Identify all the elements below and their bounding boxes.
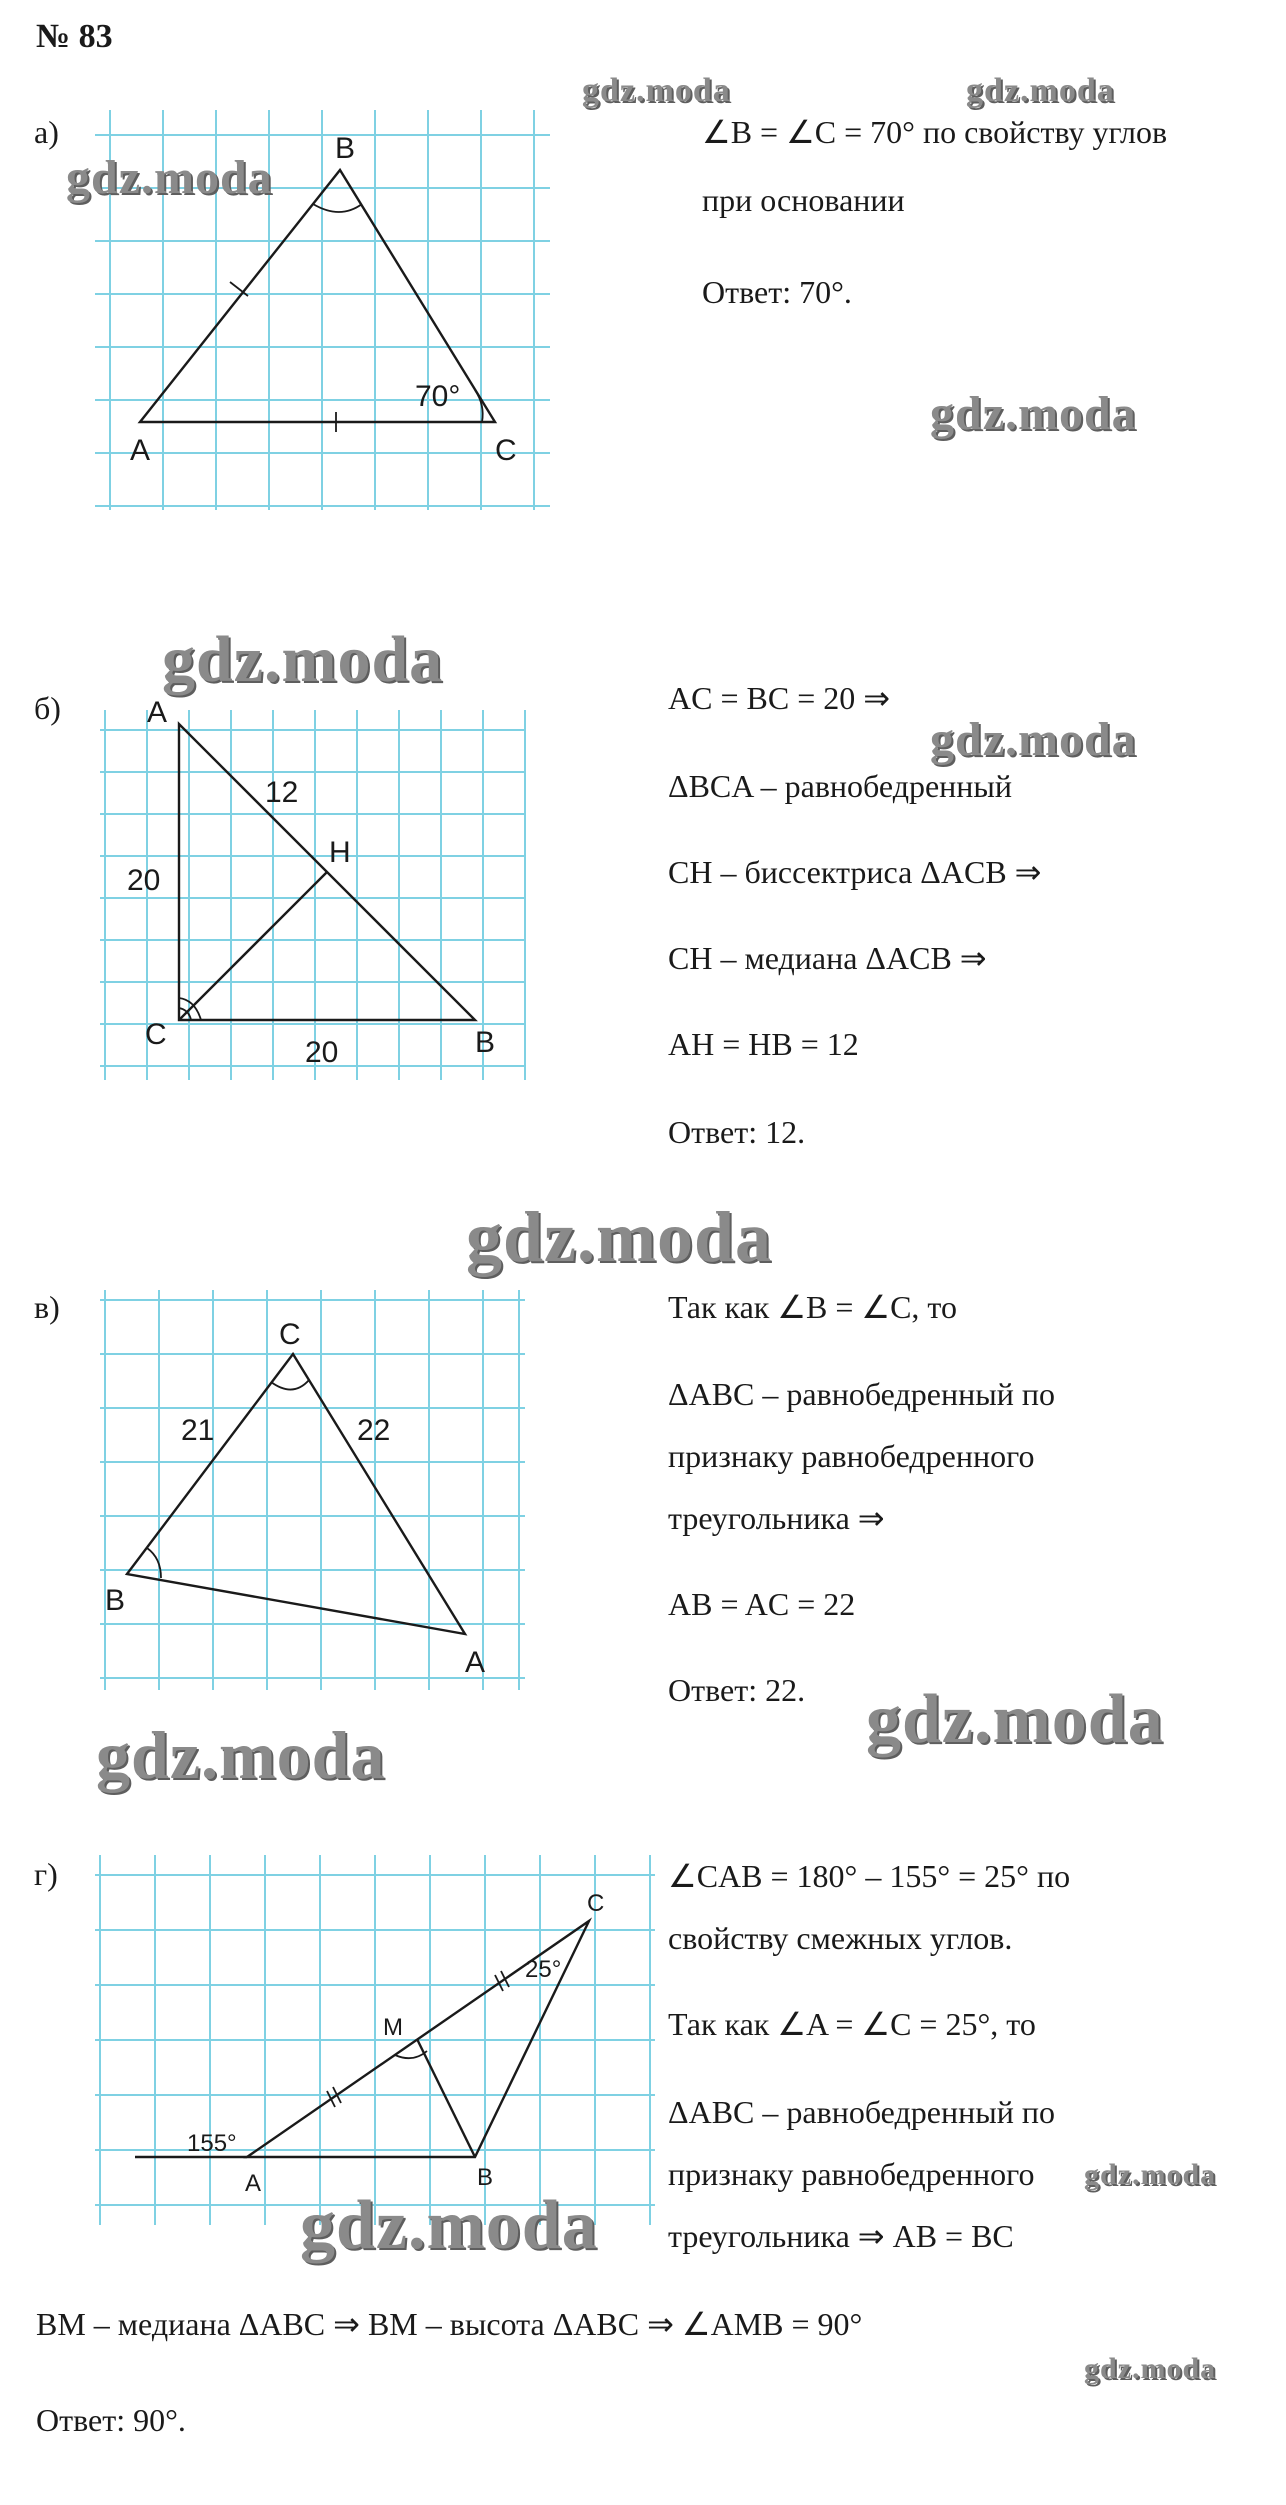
label-c: C bbox=[279, 1318, 301, 1351]
part-b-figure bbox=[95, 690, 535, 1090]
tick-mc-1 bbox=[495, 1975, 503, 1991]
median-bm bbox=[417, 2039, 475, 2157]
watermark: gdz.moda bbox=[582, 72, 731, 109]
part-v-answer: Ответ: 22. bbox=[668, 1672, 806, 1708]
label-b: B bbox=[477, 2164, 494, 2191]
label-a: A bbox=[465, 1646, 486, 1679]
segment-ca-value: 22 bbox=[357, 1414, 391, 1447]
angle-c-value: 25° bbox=[525, 1956, 562, 1983]
part-g-figure bbox=[95, 1845, 655, 2235]
part-v-line-3: признаку равнобедренного bbox=[668, 1438, 1035, 1474]
part-v-label: в) bbox=[34, 1289, 60, 1325]
part-a-line-1: ∠B = ∠C = 70° по свойству углов bbox=[702, 114, 1168, 150]
label-m: M bbox=[383, 2014, 403, 2041]
watermark: gdz.moda bbox=[66, 151, 273, 204]
watermark: gdz.moda bbox=[466, 1197, 773, 1277]
part-g-line-1: ∠CAB = 180° – 155° = 25° по bbox=[668, 1858, 1071, 1894]
watermark: gdz.moda bbox=[930, 387, 1137, 440]
part-b-line-5: AH = HB = 12 bbox=[668, 1026, 859, 1062]
watermark: gdz.moda bbox=[1084, 2352, 1217, 2385]
tick-am-1 bbox=[327, 2091, 335, 2107]
watermark: gdz.moda bbox=[930, 713, 1137, 766]
part-b-line-3: CH – биссектриса ΔACB ⇒ bbox=[668, 854, 1042, 890]
part-b-line-2: ΔBCA – равнобедренный bbox=[668, 768, 1013, 804]
part-b-line-4: CH – медиана ΔACB ⇒ bbox=[668, 940, 987, 976]
label-c: C bbox=[587, 1890, 605, 1917]
label-a: A bbox=[130, 434, 151, 467]
label-a: A bbox=[147, 696, 168, 729]
part-v-line-2: ΔABC – равнобедренный по bbox=[668, 1376, 1055, 1412]
part-v-line-5: AB = AC = 22 bbox=[668, 1586, 856, 1622]
watermark: gdz.moda bbox=[162, 623, 444, 696]
label-b: B bbox=[475, 1026, 496, 1059]
label-c: C bbox=[145, 1018, 167, 1051]
angle-b-arc bbox=[313, 204, 362, 212]
angle-c-value: 70° bbox=[415, 380, 461, 413]
segment-ah-value: 12 bbox=[265, 776, 299, 809]
label-b: B bbox=[105, 1584, 126, 1617]
part-g-line-4: ΔABC – равнобедренный по bbox=[668, 2094, 1055, 2130]
part-b-label: б) bbox=[34, 690, 61, 726]
watermark: gdz.moda bbox=[96, 1717, 386, 1793]
segment-bc-value: 21 bbox=[181, 1414, 215, 1447]
label-a: A bbox=[245, 2170, 262, 2197]
exterior-angle-value: 155° bbox=[187, 2130, 237, 2157]
label-c: C bbox=[495, 434, 517, 467]
watermark: gdz.moda bbox=[866, 1681, 1164, 1758]
part-g-grid bbox=[95, 1855, 655, 2225]
part-b-line-1: AC = BC = 20 ⇒ bbox=[668, 680, 891, 716]
part-a-line-2: при основании bbox=[702, 182, 905, 218]
part-a-answer: Ответ: 70°. bbox=[702, 274, 852, 310]
angle-c-arc bbox=[271, 1380, 309, 1390]
conclusion-answer: Ответ: 90°. bbox=[36, 2402, 186, 2438]
part-v-figure bbox=[95, 1280, 535, 1700]
part-b-answer: Ответ: 12. bbox=[668, 1114, 806, 1150]
bisector-ch bbox=[179, 872, 327, 1020]
segment-cb-value: 20 bbox=[305, 1036, 339, 1069]
part-g-line-6: треугольника ⇒ AB = BC bbox=[668, 2218, 1014, 2254]
triangle-bca bbox=[127, 1354, 465, 1634]
part-g-line-3: Так как ∠A = ∠C = 25°, то bbox=[668, 2006, 1036, 2042]
part-a-label: а) bbox=[34, 114, 59, 150]
part-v-line-1: Так как ∠B = ∠C, то bbox=[668, 1289, 957, 1325]
watermark: gdz.moda bbox=[1084, 2158, 1217, 2191]
label-b: B bbox=[335, 132, 356, 165]
part-g-label: г) bbox=[34, 1856, 58, 1892]
part-v-line-4: треугольника ⇒ bbox=[668, 1500, 885, 1536]
part-g-line-5: признаку равнобедренного bbox=[668, 2156, 1035, 2192]
watermark: gdz.moda bbox=[300, 2187, 598, 2264]
problem-number: № 83 bbox=[36, 18, 113, 55]
conclusion-line: BM – медиана ΔABC ⇒ BM – высота ΔABC ⇒ ∠AMB = 90° bbox=[36, 2306, 863, 2342]
part-g-line-2: свойству смежных углов. bbox=[668, 1920, 1013, 1956]
watermark: gdz.moda bbox=[966, 72, 1115, 109]
segment-ac-value: 20 bbox=[127, 864, 161, 897]
label-h: H bbox=[329, 836, 351, 869]
